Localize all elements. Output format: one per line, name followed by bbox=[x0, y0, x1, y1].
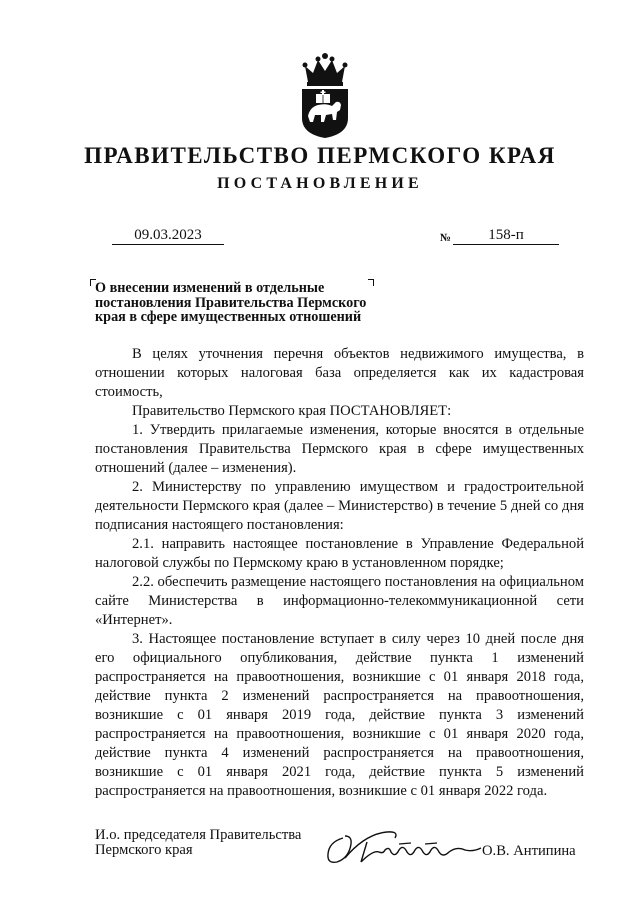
body-paragraph: 2. Министерству по управлению имуществом и градостроительной деятельности Пермского края (далее – Министерство) в течение 5 дней со дня подписания настоящего постановления: bbox=[95, 479, 584, 533]
subject-line: края в сфере имущественных отношений bbox=[95, 309, 362, 325]
signatory-title bbox=[95, 828, 301, 858]
subject-line: О внесении изменений в отдельные bbox=[95, 280, 325, 296]
document-date: 09.03.2023 bbox=[112, 226, 224, 245]
government-title: ПРАВИТЕЛЬСТВО ПЕРМСКОГО КРАЯ bbox=[84, 143, 556, 168]
body-paragraph: 2.1. направить настоящее постановление в Управление Федеральной налоговой службы по Пермскому краю в установленном порядке; bbox=[95, 536, 584, 571]
signatory-title-line: И.о. председателя Правительства bbox=[95, 827, 302, 843]
body-paragraph: 3. Настоящее постановление вступает в силу через 10 дней после дня его официального опубликования, действие пункта 1 изменений распространяется на правоотношения, возникшие с 01 января 2018 года, действие пункта 2 изменений распространяется на правоотношения, возникшие с 01 января 2019 года, действие пункта 3 изменений распространяется на правоотношения, возникшие с 01 января 2020 года, действие пункта 4 изменений распространяется на правоотношения, возникшие с 01 января 2021 года, действие пункта 5 изменений распространяется на правоотношения, возникшие с 01 января 2022 года. bbox=[95, 631, 584, 799]
body-paragraph: 2.2. обеспечить размещение настоящего постановления на официальном сайте Министерства в информационно-телекоммуникационной сети «Интернет». bbox=[95, 574, 584, 628]
document-subject bbox=[95, 281, 415, 325]
number-sign: № bbox=[440, 232, 452, 244]
body-paragraph: 1. Утвердить прилагаемые изменения, которые вносятся в отдельные постановления Правительства Пермского края в сфере имущественных отношений (далее – изменения). bbox=[95, 422, 584, 476]
document-type: ПОСТАНОВЛЕНИЕ bbox=[217, 175, 423, 192]
handwritten-signature bbox=[325, 828, 495, 870]
body-paragraph: Правительство Пермского края ПОСТАНОВЛЯЕТ: bbox=[132, 403, 452, 419]
document-body bbox=[95, 345, 584, 801]
signatory-name: О.В. Антипина bbox=[482, 843, 576, 859]
signatory-title-line: Пермского края bbox=[95, 842, 193, 858]
coat-of-arms-icon bbox=[296, 52, 354, 140]
body-paragraph: В целях уточнения перечня объектов недвижимого имущества, в отношении которых налоговая база определяется как их кадастровая стоимость, bbox=[95, 346, 584, 400]
document-number: 158-п bbox=[453, 226, 559, 245]
subject-line: постановления Правительства Пермского bbox=[95, 294, 367, 311]
